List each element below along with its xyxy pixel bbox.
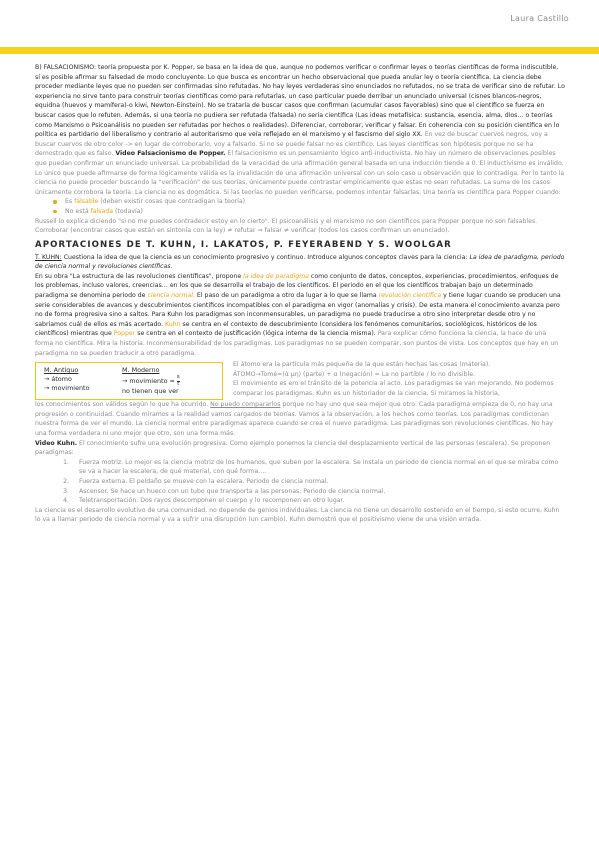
- header-bar: [0, 47, 599, 54]
- author-name: Laura Castillo: [510, 14, 569, 23]
- paradigm-comparison-box: [35, 362, 223, 400]
- paradigm-steps-list: [35, 458, 565, 506]
- document-body: [35, 63, 565, 525]
- video-kuhn-paragraph: Video Kuhn. El conocimiento sufre una evolución progresiva. Como ejemplo ponemos la ciencia del desplazamiento vertical de las personas (escalera). Se proponen paradigmas:: [35, 439, 551, 457]
- velocity-fraction: $\frac{s}{t}$: [176, 374, 180, 387]
- falsacionismo-note-2: El falsacionismo es un pensamiento lógico anti-inductivista. No hay un número de observaciones posibles que puedan confirmar un enunciado universal. La probabilidad de la veracidad de una afirmación general basada en una inducción tiende a 0. El inductivismo es inválido. Lo único que puede afirmarse de forma lógicamente válida es la invalidación de una afirmación universal con un solo caso u observación que lo contradiga. Por lo tanto la ciencia no puede proceder buscando la "verificación" de sus teorías, únicamente puede contrastar empíricamente que estas no sean refutadas. La suma de los casos únicamente corrobora la teoría. La ciencia no es dogmática. Si las teorías no pueden verificarse, podemos intentar falsarlas. Una teoría es científica para Popper cuando:: [35, 150, 565, 196]
- list-item: 2. Fuerza externa. El peldaño se mueve con la escalera. Periodo de ciencia normal.: [71, 477, 565, 487]
- paradigm-comparison: [35, 360, 565, 400]
- falsacionismo-paragraph: [35, 63, 565, 197]
- video-kuhn-label: Video Kuhn.: [35, 439, 78, 447]
- kuhn-intro: T. KUHN: Cuestiona la idea de que la ciencia es un conocimiento progresivo y continuo. Introduce algunos conceptos claves para la ciencia: La idea de paradigma, periodo de ciencia normal y revoluciones científicas.: [35, 253, 565, 271]
- russell-paragraph: Russell lo explica diciendo "si no me puedes contradecir estoy en lo cierto". El psicoanálisis y el marxismo no son científicos para Popper porque no son falsables. Corroborar (encontrar casos que están en sintonía con la ley) ≠ refutar ⇒ falsar ≠ verificar (todos los casos confirman un enunciado).: [35, 217, 538, 235]
- falsacionismo-heading: B) FALSACIONISMO:: [35, 64, 97, 71]
- modern-model: M. Moderno → movimiento = $\frac{s}{t}$ no tienen que ver: [122, 366, 180, 396]
- list-item: 3. Ascensor. Se hace un hueco con un tubo que transporta a las personas. Periodo de ciencia normal.: [71, 487, 565, 497]
- list-item: No está falsada (todavía): [65, 207, 565, 217]
- list-item: 4. Teletransportación. Dos rayos descomponen el cuerpo y lo recomponen en otro lugar.: [71, 496, 565, 506]
- kuhn-label: T. KUHN:: [35, 253, 62, 261]
- list-item: 1. Fuerza motriz. Lo mejor es la ciencia motriz de los humanos, que suben por la escalera. Se instala un periodo de ciencia normal en el que se miraba como se va a hacer la escalera, de qué material, con qué forma….: [71, 458, 565, 477]
- paradigm-notes: los conocimientos son válidos según lo que ha ocurrido. No puedo compararlos porque no hay uno que sea mejor que otro. Cada paradigma empieza de 0, no hay una progresión o continuidad. Cuando miramos a la realidad vamos cargados de teorías. Vamos a la observación, a los hechos como teorías. Los paradigmas condicionan nuestra forma de ver el mundo. La ciencia normal entre paradigmas aparece cuando se crea el nuevo paradigma. Las paradigmas son revoluciones científicas. No hay una forma verdadera ni uno mejor que otro, son una forma más.: [35, 401, 553, 437]
- list-item: Es falsable (deben existir cosas que contradigan la teoría): [65, 197, 565, 207]
- video-popper-label: Video Falsacionismo de Popper.: [115, 150, 226, 158]
- falsacionismo-note: En vez de buscar cuervos negros, voy a buscar cuervos de otro color -> en lugar de corroborarlo, voy a falsarlo. Si no se puede falsar no es científico. Las leyes científicas son hipótesis porque no se ha demostrado que es falso.: [35, 131, 548, 158]
- kuhn-paradigm-paragraph: En su obra "La estructura de las revoluciones científicas", propone la idea de paradigma como conjunto de datos, conceptos, experiencias, procedimientos, enfoques de los problemas, incluso valores, creencias… en los que se desarrolla el trabajo de los científicos. El periodo en el que los científicos trabajan bajo un determinado paradigma se denomina periodo de ciencia normal. El paso de un paradigma a otro da lugar a lo que se llama revolución científica y tiene lugar cuando se producen una serie considerables de avances y descubrimientos científicos incompatibles con el paradigma en vigor (anomalías y crisis). De esta manera el conocimiento avanza pero no de forma progresiva sino a saltos. Para Kuhn los paradigmas son inconmensurables, un paradigma no puede traducirse a otro sino interpretar desde otro y no sabríamos cuál de ellos es más acertado. Kuhn se centra en el contexto de descubrimiento (considera los fenómenos comunitarios, sociológicos, históricos de los científicos) mientras que Popper se centra en el contexto de justificación (lógica interna de la ciencia misma). Para explicar cómo funciona la ciencia, la hace de una forma no científica. Mira la historia. Inconmensurabilidad de los paradigmas. Los paradigmas no se pueden comparar, son puntos de vista. Los conceptos que hay en un paradigma no se pueden traducir a otro paradigma.: [35, 272, 561, 357]
- closing-paragraph: La ciencia es el desarrollo evolutivo de una comunidad, no depende de genios individuales. La ciencia no tiene un desarrollo sostenido en el tiempo, si esto ocurre, Kuhn lo va a llamar periodo de ciencia normal y va a sufrir una disrupción (un cambio). Kuhn demostró que el positivismo viene de una visión errada.: [35, 506, 560, 524]
- popper-criteria-list: [35, 197, 565, 216]
- ancient-model: M. Antiguo → átomo → movimiento: [44, 366, 90, 393]
- atom-notes: El átomo era la partícula más pequeña de la que están hechas las cosas (materia). ÁTOMO→Tomé=(ἀ μη) (parte) + α (negación) = La no partible / lo no divisible. El movimiento es ero el tránsito de la potencia al acto. Los paradigmas se van mejorando. No podemos comparar los paradigmas. Kuhn es un historiador de la ciencia. Si miramos la historia,: [233, 361, 554, 397]
- section-title: APORTACIONES DE T. KUHN, I. LAKATOS, P. FEYERABEND Y S. WOOLGAR: [35, 239, 452, 250]
- falsacionismo-text: teoría propuesta por K. Popper, se basa en la idea de que, aunque no podemos verificar o confirmar leyes o teorías científicas de forma indiscutible, sí es posible afirmar su falsedad de modo concluyente. Lo que busca es encontrar un hecho observacional que pueda anular ley o teoría científica. La ciencia debe proceder mediante leyes que no pueden ser confirmadas sino refutadas. No hay leyes verdaderas sino enunciados no refutados, no se trata de verificar sino de refutar. Lo experiencia no sirve tanto para construir teorías científicas como para refutarlas, un caso particular puede derribar un enunciado universal (cisnes blancos-negros, equidna (huevos y mamífera)-o kiwi, Newton-Einstein). No se trataría de buscar casos que confirman (acumular casos favorables) sino que el científico se fuerza en buscar casos que lo refuten. Además, si una teoría no pudiera ser refutada (falsada) no sería científica (Las ideas metafísica: sustancia, esencia, alma, dios… o teorías como Marxismo o Psicoanálisis no pueden ser refutadas por hechos o realidades). Diferenciar, corroborar, verificar y falsar. En coherencia con su posición científica en lo política es partidario del liberalismo y contrario al autoritarismo que veía reflejado en el marxismo y el fascismo del siglo XX.: [35, 64, 565, 139]
